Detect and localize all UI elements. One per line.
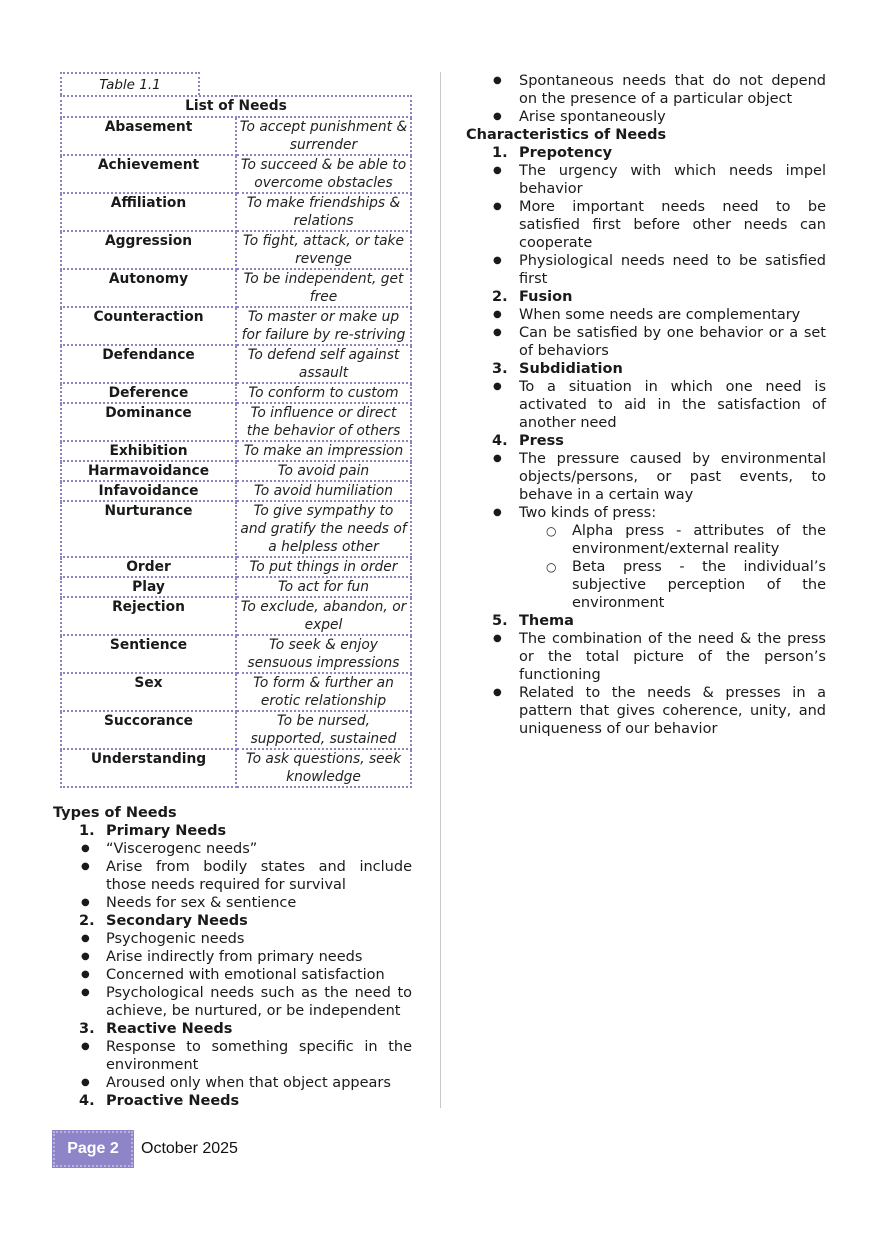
bullet-item: ● “Viscerogenc needs”: [60, 840, 412, 858]
table-row: [61, 117, 411, 155]
need-name: Harmavoidance: [61, 461, 236, 481]
sub-bullet-item: ○ Beta press - the individual’s subjective perception of the environment: [466, 558, 826, 612]
table-caption: Table 1.1: [60, 72, 200, 95]
need-description: To be nursed, supported, sustained: [236, 711, 411, 749]
bullet-item: ● The combination of the need & the press or the total picture of the person’s functioning: [466, 630, 826, 684]
subdidiation-number: 3.: [492, 361, 508, 377]
secondary-needs-heading: [60, 912, 412, 930]
need-description: To fight, attack, or take revenge: [236, 231, 411, 269]
reactive-needs-title: Reactive Needs: [106, 1021, 233, 1037]
press-heading: [466, 432, 826, 450]
fusion-number: 2.: [492, 289, 508, 305]
bullet-item: ● Psychogenic needs: [60, 930, 412, 948]
needs-table-body: [61, 117, 411, 787]
bullet-item: ● More important needs need to be satisfied first before other needs can cooperate: [466, 198, 826, 252]
bullet-item: ● To a situation in which one need is activated to aid in the satisfaction of another need: [466, 378, 826, 432]
reactive-needs-heading: [60, 1020, 412, 1038]
secondary-needs-title: Secondary Needs: [106, 913, 248, 929]
need-name: Exhibition: [61, 441, 236, 461]
sub-bullet-item: ○ Alpha press - attributes of the environment/external reality: [466, 522, 826, 558]
need-name: Dominance: [61, 403, 236, 441]
table-header: List of Needs: [61, 96, 411, 117]
prepotency-heading: [466, 144, 826, 162]
primary-needs-heading: [60, 822, 412, 840]
need-name: Abasement: [61, 117, 236, 155]
table-row: [61, 501, 411, 557]
table-row: [61, 383, 411, 403]
needs-table: [60, 95, 412, 788]
need-name: Play: [61, 577, 236, 597]
bullet-item: ● Needs for sex & sentience: [60, 894, 412, 912]
need-name: Sex: [61, 673, 236, 711]
table-row: [61, 577, 411, 597]
prepotency-number: 1.: [492, 145, 508, 161]
secondary-needs-number: 2.: [79, 913, 95, 929]
table-row: [61, 461, 411, 481]
bullet-item: ● When some needs are complementary: [466, 306, 826, 324]
table-row: [61, 711, 411, 749]
proactive-needs-heading: [60, 1092, 412, 1110]
need-description: To exclude, abandon, or expel: [236, 597, 411, 635]
need-description: To avoid pain: [236, 461, 411, 481]
table-row: [61, 193, 411, 231]
bullet-item: ● The urgency with which needs impel behavior: [466, 162, 826, 198]
bullet-item: ● Can be satisfied by one behavior or a set of behaviors: [466, 324, 826, 360]
table-row: [61, 155, 411, 193]
need-name: Aggression: [61, 231, 236, 269]
table-row: [61, 231, 411, 269]
bullet-item: ● The pressure caused by environmental objects/persons, or past events, to behave in a certain way: [466, 450, 826, 504]
need-name: Infavoidance: [61, 481, 236, 501]
need-description: To make friendships & relations: [236, 193, 411, 231]
need-description: To avoid humiliation: [236, 481, 411, 501]
need-name: Deference: [61, 383, 236, 403]
proactive-needs-title: Proactive Needs: [106, 1093, 240, 1109]
bullet-item: ● Aroused only when that object appears: [60, 1074, 412, 1092]
bullet-item: ● Arise spontaneously: [466, 108, 826, 126]
need-description: To form & further an erotic relationship: [236, 673, 411, 711]
thema-number: 5.: [492, 613, 508, 629]
table-row: [61, 307, 411, 345]
need-description: To be independent, get free: [236, 269, 411, 307]
table-row: [61, 481, 411, 501]
need-name: Sentience: [61, 635, 236, 673]
table-row: [61, 441, 411, 461]
table-row: [61, 557, 411, 577]
table-row: [61, 269, 411, 307]
prepotency-title: Prepotency: [519, 145, 613, 161]
need-name: Nurturance: [61, 501, 236, 557]
reactive-needs-number: 3.: [79, 1021, 95, 1037]
need-description: To influence or direct the behavior of others: [236, 403, 411, 441]
need-name: Defendance: [61, 345, 236, 383]
subdidiation-title: Subdidiation: [519, 361, 623, 377]
bullet-item: ● Concerned with emotional satisfaction: [60, 966, 412, 984]
bullet-item: ● Arise from bodily states and include those needs required for survival: [60, 858, 412, 894]
need-description: To put things in order: [236, 557, 411, 577]
need-description: To accept punishment & surrender: [236, 117, 411, 155]
subdidiation-heading: [466, 360, 826, 378]
bullet-item: ● Psychological needs such as the need to achieve, be nurtured, or be independent: [60, 984, 412, 1020]
need-name: Achievement: [61, 155, 236, 193]
left-column: [53, 72, 412, 1110]
characteristics-title: Characteristics of Needs: [466, 127, 667, 143]
need-description: To conform to custom: [236, 383, 411, 403]
table-row: [61, 597, 411, 635]
need-name: Rejection: [61, 597, 236, 635]
need-description: To make an impression: [236, 441, 411, 461]
need-description: To succeed & be able to overcome obstacles: [236, 155, 411, 193]
need-description: To defend self against assault: [236, 345, 411, 383]
bullet-item: ● Spontaneous needs that do not depend on the presence of a particular object: [466, 72, 826, 108]
footer-date: October 2025: [141, 1140, 238, 1157]
primary-needs-title: Primary Needs: [106, 823, 227, 839]
need-name: Succorance: [61, 711, 236, 749]
bullet-item: ● Response to something specific in the environment: [60, 1038, 412, 1074]
primary-needs-number: 1.: [79, 823, 95, 839]
fusion-title: Fusion: [519, 289, 573, 305]
need-description: To master or make up for failure by re-striving: [236, 307, 411, 345]
right-column: [466, 72, 826, 738]
need-name: Order: [61, 557, 236, 577]
page-number-badge: Page 2: [52, 1130, 134, 1168]
bullet-item: ● Physiological needs need to be satisfied first: [466, 252, 826, 288]
thema-heading: [466, 612, 826, 630]
press-number: 4.: [492, 433, 508, 449]
press-title: Press: [519, 433, 564, 449]
table-row: [61, 673, 411, 711]
need-name: Autonomy: [61, 269, 236, 307]
need-description: To give sympathy to and gratify the needs of a helpless other: [236, 501, 411, 557]
need-name: Counteraction: [61, 307, 236, 345]
need-description: To act for fun: [236, 577, 411, 597]
need-description: To seek & enjoy sensuous impressions: [236, 635, 411, 673]
bullet-item: ● Arise indirectly from primary needs: [60, 948, 412, 966]
bullet-item: ● Related to the needs & presses in a pattern that gives coherence, unity, and uniqueness of our behavior: [466, 684, 826, 738]
need-name: Affiliation: [61, 193, 236, 231]
table-row: [61, 403, 411, 441]
types-of-needs-title: Types of Needs: [53, 805, 177, 821]
need-name: Understanding: [61, 749, 236, 787]
column-divider: [440, 72, 441, 1108]
thema-title: Thema: [519, 613, 574, 629]
table-row: [61, 749, 411, 787]
table-row: [61, 345, 411, 383]
bullet-item: ● Two kinds of press:: [466, 504, 826, 522]
fusion-heading: [466, 288, 826, 306]
proactive-needs-number: 4.: [79, 1093, 95, 1109]
need-description: To ask questions, seek knowledge: [236, 749, 411, 787]
table-row: [61, 635, 411, 673]
